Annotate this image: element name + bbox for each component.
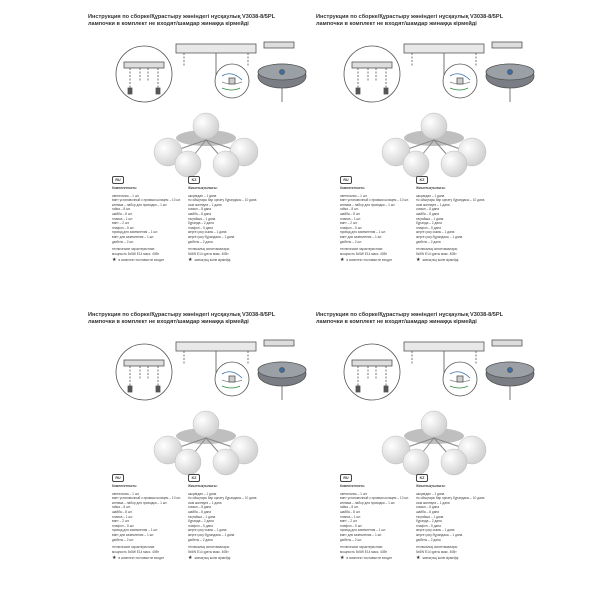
kz-item: жерге қосу бұрандасы – 1 дана (416, 234, 463, 239)
ru-item: дюбель – 2 шт. (112, 239, 134, 244)
ru-header: Комплектность: (340, 186, 366, 190)
kz-tech-label: техникалық сипаттамалары: (188, 545, 230, 550)
ru-item: светильник – 1 шт. (340, 491, 368, 496)
kz-badge: KZ (416, 474, 428, 482)
ru-item: плафон – 5 шт. (340, 523, 363, 528)
ru-item: винт установочный с прямым шлицем – 10 шт. (340, 496, 409, 501)
ru-item: светильник – 1 шт. (340, 193, 368, 198)
kz-item: бұранда – 2 дана (416, 221, 442, 226)
ru-item: клемма – набор для проводки – 1 шт. (112, 202, 168, 207)
ru-item: дюбель – 2 шт. (340, 239, 362, 244)
chandelier-illustration (136, 110, 276, 178)
ru-item: винт установочный с прямым шлицем – 10 шт. (340, 198, 409, 203)
ru-note: в комплект поставки не входит (118, 556, 165, 561)
ru-item: провод для заземления – 1 шт. (112, 528, 158, 533)
ru-item: дюбель – 2 шт. (340, 537, 362, 542)
kz-item: сым жалғауға – 1 дана (416, 202, 450, 207)
kz-header: Жиынтықтылығы: (188, 484, 218, 488)
kz-tech-label: техникалық сипаттамалары: (416, 545, 458, 550)
kz-tech-value: 5x5W E14 қуаты макс. 40Вт (416, 549, 457, 554)
kz-item: тақтайша – 1 дана (188, 216, 216, 221)
ru-item: плафон – 5 шт. (340, 225, 363, 230)
ru-tech-value: мощность 5x5W E14 макс. 40Вт (340, 549, 388, 554)
kz-item: жерге қосу бұрандасы – 1 дана (188, 234, 235, 239)
title-line-2: лампочки в комплект не входят/шамдар жинаққа кірмейді (88, 319, 249, 325)
kz-item: дюбель – 2 дана (416, 239, 441, 244)
title-line-1: Инструкция по сборке/Құрастыру жөніндегі нұсқаулық V3038-8/5PL (316, 312, 504, 318)
ru-item: шайба – 8 шт. (340, 509, 361, 514)
ru-item: винт – 2 шт. (112, 519, 130, 524)
instruction-panel (88, 14, 348, 282)
chandelier-illustration (364, 408, 504, 476)
ru-item: планка – 1 шт. (112, 514, 134, 519)
kz-item: дюбель – 2 дана (188, 537, 213, 542)
kz-column (188, 474, 292, 561)
kz-item: плафон – 5 дана (416, 225, 441, 230)
title-line-2: лампочки в комплект не входят/шамдар жинаққа кірмейді (88, 21, 249, 27)
instruction-title (316, 312, 576, 326)
ru-item: гайка – 8 шт. (112, 505, 131, 510)
kz-item: тік ойықтары бар орнату бұрандасы – 10 дана (188, 496, 257, 501)
kz-item: сомын – 8 дана (188, 207, 212, 212)
kz-item: тақтайша – 1 дана (416, 216, 444, 221)
kz-item: шайба – 8 дана (416, 211, 440, 216)
kz-item: плафон – 5 дана (188, 523, 213, 528)
kz-item: тік ойықтары бар орнату бұрандасы – 10 дана (416, 496, 485, 501)
kz-badge: KZ (416, 176, 428, 184)
kz-tech-label: техникалық сипаттамалары: (188, 247, 230, 252)
kz-item: шырағдан – 1 дана (416, 491, 445, 496)
kz-item: тік ойықтары бар орнату бұрандасы – 10 дана (188, 198, 257, 203)
kz-item: шырағдан – 1 дана (188, 491, 217, 496)
ru-item: шайба – 8 шт. (112, 211, 133, 216)
ru-item: гайка – 8 шт. (340, 505, 359, 510)
ru-badge: RU (340, 176, 352, 184)
kz-item: сомын – 8 дана (416, 505, 440, 510)
kz-note: жинақтың ішіне кірмейді (422, 258, 459, 263)
kz-item: шырағдан – 1 дана (416, 193, 445, 198)
instruction-title (88, 14, 348, 28)
kz-item: шайба – 8 дана (188, 211, 212, 216)
ru-item: плафон – 5 шт. (112, 225, 135, 230)
kz-column (188, 176, 292, 263)
ru-item: винт установочный с прямым шлицем – 10 шт. (112, 496, 181, 501)
instruction-title (88, 312, 348, 326)
ru-item: шайба – 8 шт. (340, 211, 361, 216)
kz-item: дюбель – 2 дана (188, 239, 213, 244)
kz-header: Жиынтықтылығы: (416, 186, 446, 190)
kz-header: Жиынтықтылығы: (416, 484, 446, 488)
kz-column (416, 474, 520, 561)
kz-item: сомын – 8 дана (416, 207, 440, 212)
kz-item: сым жалғауға – 1 дана (188, 500, 222, 505)
title-line-1: Инструкция по сборке/Құрастыру жөніндегі нұсқаулық V3038-8/5PL (88, 14, 276, 20)
mounting-plate-zoom (116, 46, 172, 102)
kz-note: жинақтың ішіне кірмейді (422, 556, 459, 561)
instruction-panel (316, 312, 576, 580)
instruction-title (316, 14, 576, 28)
kz-tech-value: 5x5W E14 қуаты макс. 40Вт (416, 251, 457, 256)
title-line-1: Инструкция по сборке/Құрастыру жөніндегі нұсқаулық V3038-8/5PL (88, 312, 276, 318)
star-icon: ★ (188, 555, 193, 562)
kz-item: жерге қосу бұрандасы – 1 дана (416, 532, 463, 537)
kz-note: жинақтың ішіне кірмейді (194, 556, 231, 561)
title-line-2: лампочки в комплект не входят/шамдар жинаққа кірмейді (316, 21, 477, 27)
kz-item: жерге қосу сымы – 1 дана (188, 528, 227, 533)
ru-header: Комплектность: (340, 484, 366, 488)
ru-item: провод для заземления – 1 шт. (340, 528, 386, 533)
ru-item: дюбель – 2 шт. (112, 537, 134, 542)
ru-tech-value: мощность 5x5W E14 макс. 40Вт (340, 251, 388, 256)
ru-item: провод для заземления – 1 шт. (340, 230, 386, 235)
chandelier-illustration (364, 110, 504, 178)
ru-item: планка – 1 шт. (340, 216, 362, 221)
ru-note: в комплект поставки не входит (118, 258, 165, 263)
kz-item: жерге қосу сымы – 1 дана (188, 230, 227, 235)
ru-badge: RU (112, 474, 124, 482)
mounting-diagram (342, 334, 542, 406)
mounting-diagram (114, 334, 314, 406)
star-icon: ★ (188, 257, 193, 264)
star-icon: ★ (416, 257, 421, 264)
ru-item: светильник – 1 шт. (112, 491, 140, 496)
kz-item: тік ойықтары бар орнату бұрандасы – 10 дана (416, 198, 485, 203)
kz-header: Жиынтықтылығы: (188, 186, 218, 190)
kz-tech-label: техникалық сипаттамалары: (416, 247, 458, 252)
ru-note: в комплект поставки не входит (346, 258, 393, 263)
kz-note: жинақтың ішіне кірмейді (194, 258, 231, 263)
kz-item: сомын – 8 дана (188, 505, 212, 510)
star-icon: ★ (112, 257, 117, 264)
ru-item: винт – 2 шт. (112, 221, 130, 226)
ru-tech-label: технические характеристики: (112, 247, 156, 252)
ru-item: винт для заземления – 1 шт. (340, 234, 383, 239)
kz-item: тақтайша – 1 дана (188, 514, 216, 519)
ru-tech-label: технические характеристики: (112, 545, 156, 550)
ru-item: винт для заземления – 1 шт. (112, 532, 155, 537)
ru-header: Комплектность: (112, 484, 138, 488)
ru-item: светильник – 1 шт. (112, 193, 140, 198)
ru-item: плафон – 5 шт. (112, 523, 135, 528)
mounting-diagram (114, 36, 314, 108)
wiring-zoom (215, 64, 249, 98)
ru-item: провод для заземления – 1 шт. (112, 230, 158, 235)
kz-column (416, 176, 520, 263)
instruction-panel (88, 312, 348, 580)
ru-item: винт – 2 шт. (340, 221, 358, 226)
kz-item: тақтайша – 1 дана (416, 514, 444, 519)
ru-tech-label: технические характеристики: (340, 247, 384, 252)
ru-badge: RU (112, 176, 124, 184)
ceiling-canopy (258, 42, 306, 102)
ru-item: гайка – 8 шт. (112, 207, 131, 212)
kz-item: шайба – 8 дана (416, 509, 440, 514)
ru-note: в комплект поставки не входит (346, 556, 393, 561)
kz-tech-value: 5x5W E14 қуаты макс. 40Вт (188, 549, 229, 554)
ru-item: клемма – набор для проводки – 1 шт. (340, 202, 396, 207)
ru-item: шайба – 8 шт. (112, 509, 133, 514)
mounting-diagram (342, 36, 542, 108)
star-icon: ★ (340, 257, 345, 264)
kz-item: жерге қосу сымы – 1 дана (416, 230, 455, 235)
ru-item: планка – 1 шт. (112, 216, 134, 221)
ru-item: планка – 1 шт. (340, 514, 362, 519)
kz-item: сым жалғауға – 1 дана (416, 500, 450, 505)
ru-tech-value: мощность 5x5W E14 макс. 40Вт (112, 251, 160, 256)
kz-item: сым жалғауға – 1 дана (188, 202, 222, 207)
kz-item: бұранда – 2 дана (188, 519, 214, 524)
ru-item: винт для заземления – 1 шт. (112, 234, 155, 239)
ru-item: клемма – набор для проводки – 1 шт. (112, 500, 168, 505)
kz-item: плафон – 5 дана (416, 523, 441, 528)
star-icon: ★ (340, 555, 345, 562)
ru-item: винт – 2 шт. (340, 519, 358, 524)
ru-item: винт для заземления – 1 шт. (340, 532, 383, 537)
kz-item: жерге қосу бұрандасы – 1 дана (188, 532, 235, 537)
title-line-1: Инструкция по сборке/Құрастыру жөніндегі нұсқаулық V3038-8/5PL (316, 14, 504, 20)
ru-tech-value: мощность 5x5W E14 макс. 40Вт (112, 549, 160, 554)
kz-item: шырағдан – 1 дана (188, 193, 217, 198)
ru-tech-label: технические характеристики: (340, 545, 384, 550)
kz-item: бұранда – 2 дана (188, 221, 214, 226)
kz-item: бұранда – 2 дана (416, 519, 442, 524)
ru-badge: RU (340, 474, 352, 482)
kz-item: дюбель – 2 дана (416, 537, 441, 542)
star-icon: ★ (112, 555, 117, 562)
chandelier-illustration (136, 408, 276, 476)
ru-header: Комплектность: (112, 186, 138, 190)
ru-item: клемма – набор для проводки – 1 шт. (340, 500, 396, 505)
kz-item: шайба – 8 дана (188, 509, 212, 514)
ru-item: гайка – 8 шт. (340, 207, 359, 212)
title-line-2: лампочки в комплект не входят/шамдар жинаққа кірмейді (316, 319, 477, 325)
kz-badge: KZ (188, 474, 200, 482)
ru-item: винт установочный с прямым шлицем – 10 шт. (112, 198, 181, 203)
kz-item: плафон – 5 дана (188, 225, 213, 230)
star-icon: ★ (416, 555, 421, 562)
kz-item: жерге қосу сымы – 1 дана (416, 528, 455, 533)
kz-badge: KZ (188, 176, 200, 184)
instruction-panel (316, 14, 576, 282)
kz-tech-value: 5x5W E14 қуаты макс. 40Вт (188, 251, 229, 256)
